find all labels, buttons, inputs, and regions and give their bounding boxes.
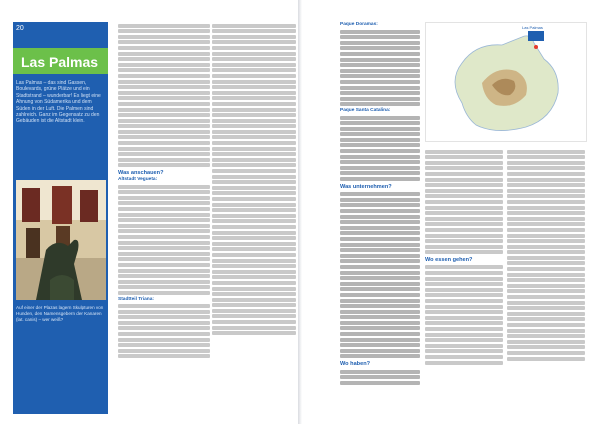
text-column-5 — [507, 148, 585, 414]
map-city-label: Las Palmas — [522, 25, 543, 30]
heading-paque-doramas: Paque Doramas: — [340, 22, 378, 27]
text-column-1 — [118, 22, 210, 414]
page-title — [13, 48, 108, 74]
subheading-altstadt: Altstadt Vegueta: — [118, 177, 158, 183]
page-number: 20 — [16, 25, 24, 32]
page-gutter — [298, 0, 302, 424]
heading-wo-essen: Wo essen gehen? — [425, 256, 473, 263]
heading-wo-haben: Wo haben? — [340, 361, 371, 368]
street-photo — [16, 180, 106, 300]
sidebar-intro: Las Palmas – das sind Gassen, Boulevards, grüne Plätze und ein Stadtstrand – wunderbar! Es liegt eine Ahnung von Südamerika und dem Süden in der Luft. Die Palmen sind zahlreich. Ganz im Gegensatz zu den Gebäuden ist die Altstadt klein. — [16, 80, 101, 125]
heading-was-unternehmen: Was unternehmen? — [340, 183, 392, 190]
text-column-3 — [340, 22, 420, 414]
page-title-text: Las Palmas — [21, 54, 99, 70]
photo-caption: Auf einer der Plazas lagern Skulpturen von Hunden, den Namensgebern der Kanaren (lat. canis) – wer weiß? — [16, 305, 104, 322]
heading-santa-catalina: Paque Santa Catalina: — [340, 107, 391, 113]
heading-was-anschauen: Was anschauen? — [118, 170, 164, 177]
text-column-4 — [425, 148, 503, 414]
island-map — [425, 22, 587, 142]
subheading-triana: Stadtteil Triana: — [118, 296, 154, 302]
text-column-2 — [212, 22, 296, 414]
